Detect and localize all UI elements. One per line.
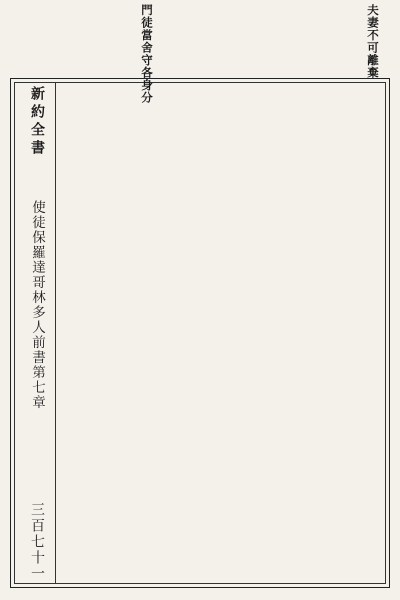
text-column bbox=[171, 82, 196, 584]
text-column bbox=[279, 82, 304, 584]
text-column bbox=[144, 82, 169, 584]
text-column bbox=[252, 82, 277, 584]
page-number: 三百七十一 bbox=[29, 502, 45, 582]
margin-note-left: 門徒當舍守各身分 bbox=[140, 4, 154, 104]
text-column bbox=[333, 82, 358, 584]
text-column bbox=[63, 82, 88, 584]
margin-note-right: 夫妻不可離棄 bbox=[366, 4, 380, 79]
running-title: 新約全書 bbox=[29, 86, 45, 158]
text-column bbox=[198, 82, 223, 584]
main-text-area bbox=[56, 82, 386, 584]
book-chapter-title: 使徒保羅達哥林多人前書第七章 bbox=[29, 200, 45, 410]
text-column bbox=[225, 82, 250, 584]
text-column bbox=[117, 82, 142, 584]
text-column bbox=[360, 82, 385, 584]
text-column bbox=[90, 82, 115, 584]
folio-column bbox=[14, 82, 56, 584]
text-column bbox=[306, 82, 331, 584]
